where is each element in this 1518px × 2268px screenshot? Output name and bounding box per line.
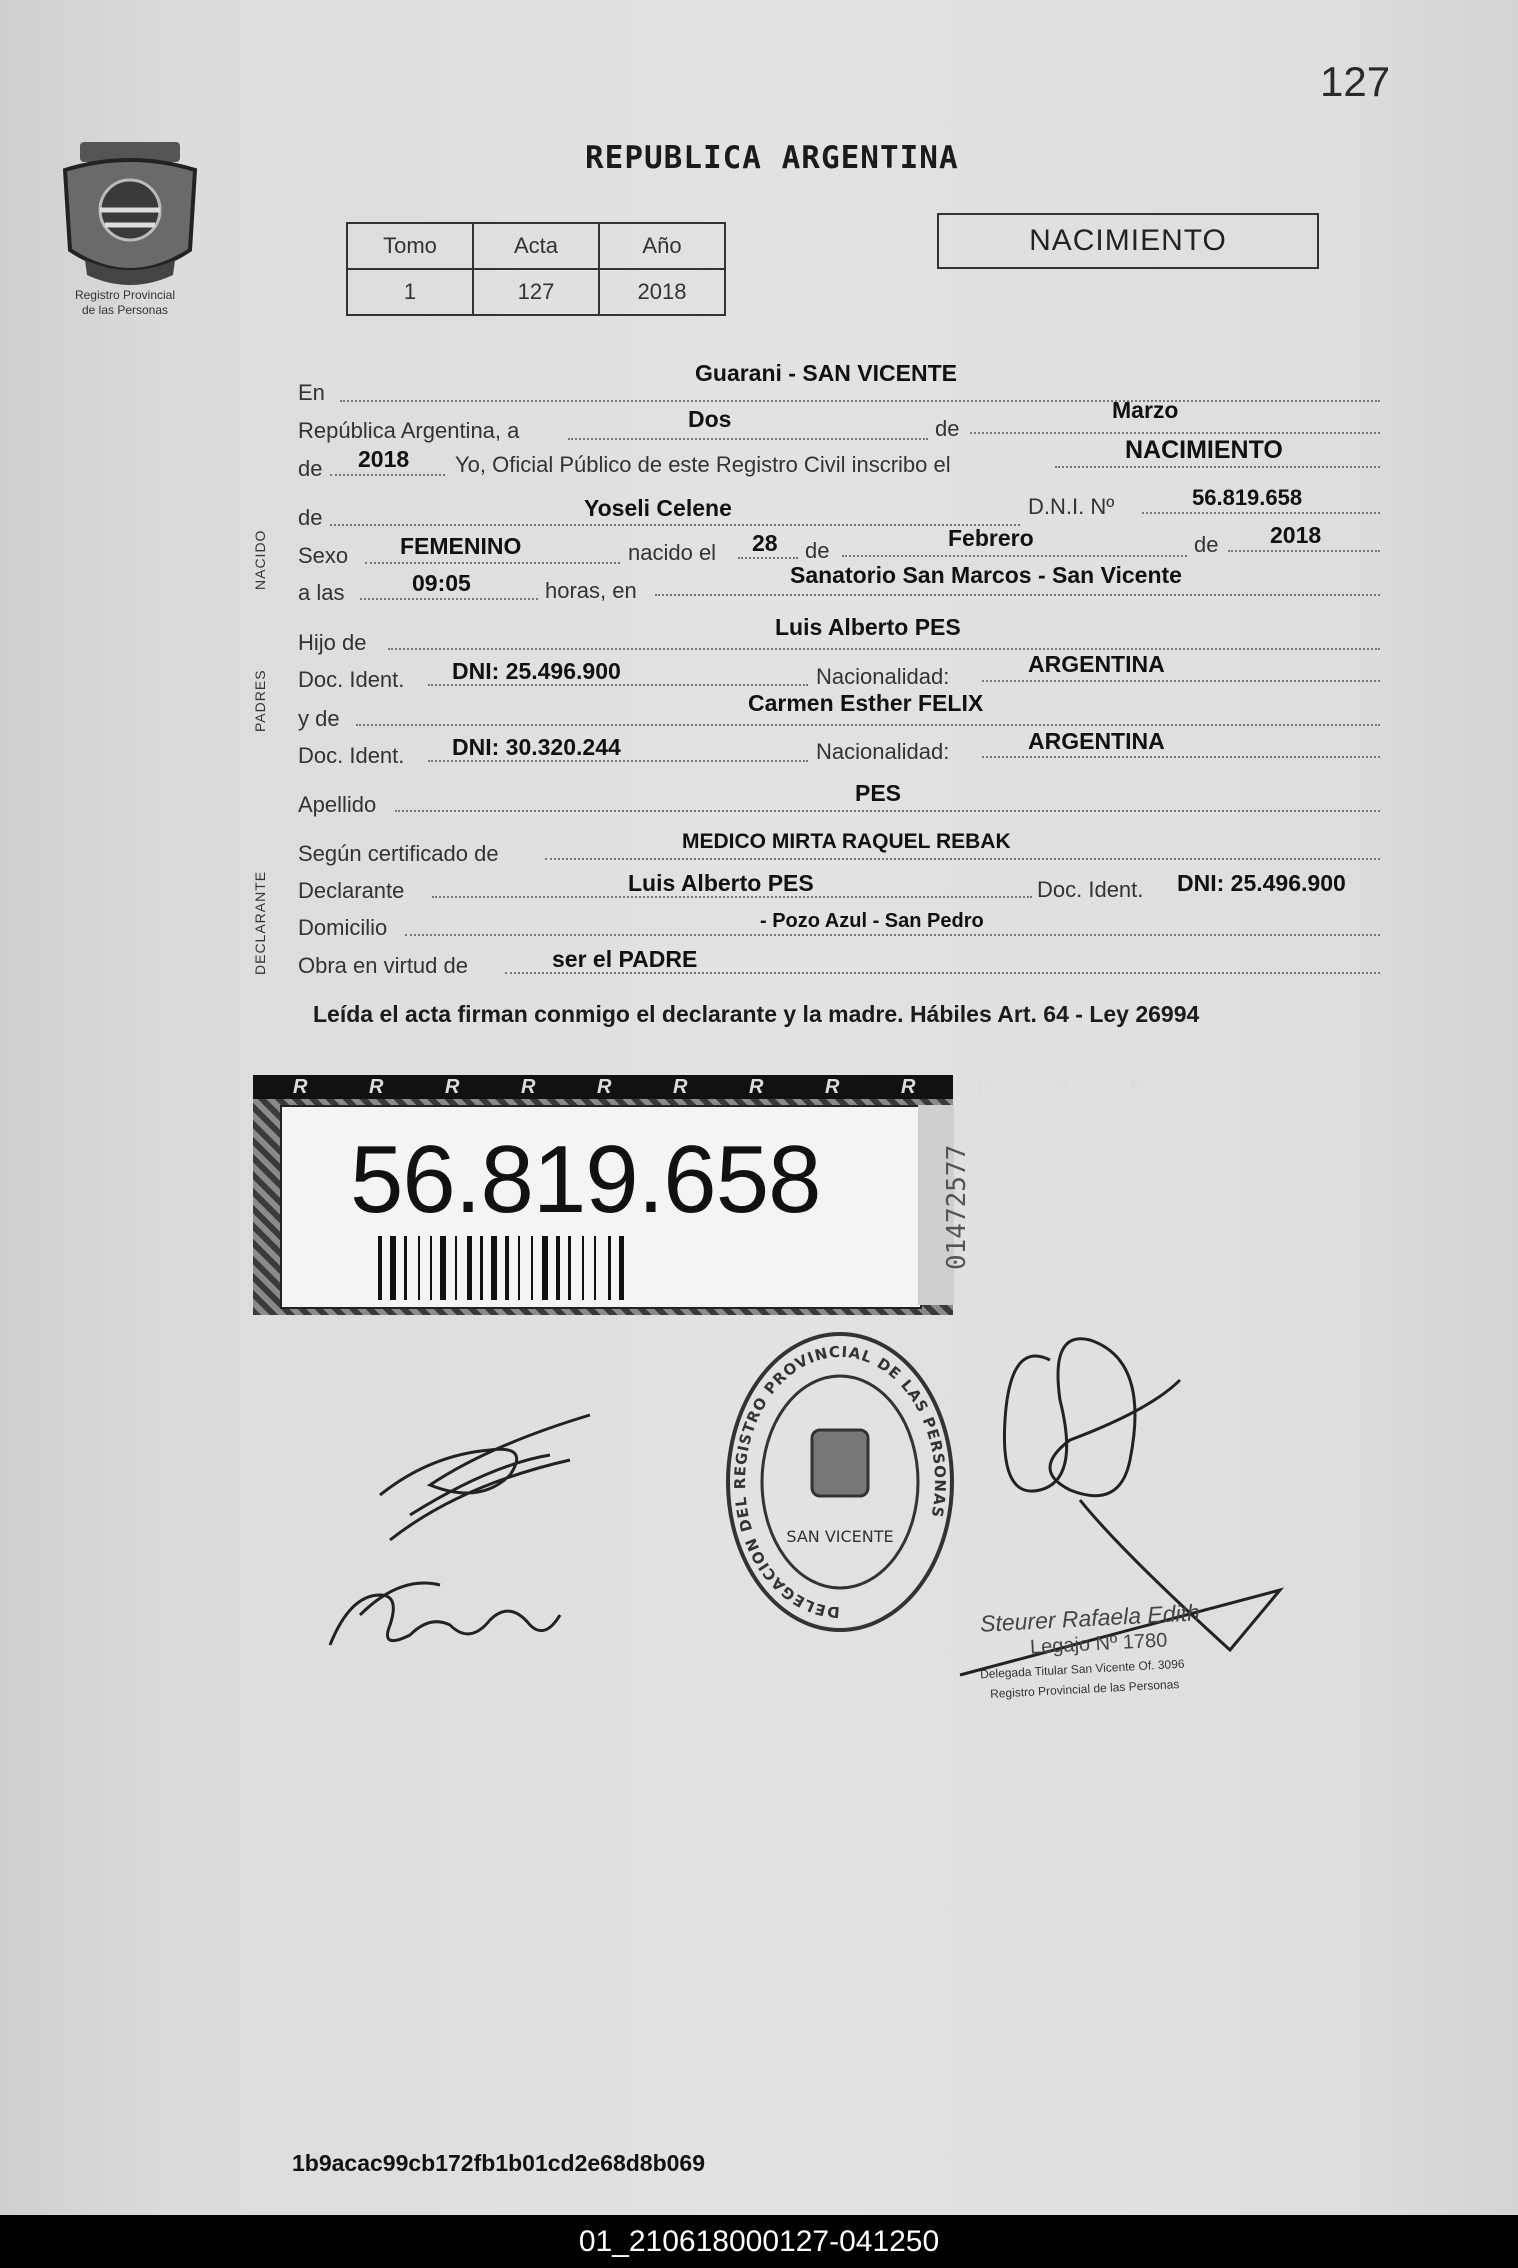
father-name-value: Luis Alberto PES	[775, 614, 961, 640]
mother-doc-value: DNI: 30.320.244	[452, 734, 621, 760]
sticker-code: 01472577	[942, 1144, 972, 1270]
registry-value-row	[347, 269, 725, 315]
child-dni-value: 56.819.658	[1192, 485, 1303, 510]
acting-value: ser el PADRE	[552, 946, 698, 972]
label-apellido: Apellido	[298, 792, 377, 817]
barcode	[378, 1236, 798, 1300]
record-type-box: NACIMIENTO	[937, 213, 1319, 269]
official-name: Steurer Rafaela Edith	[979, 1599, 1201, 1637]
birth-month-value: Febrero	[948, 525, 1034, 551]
barcode-bar	[378, 1236, 382, 1300]
header-tomo: Tomo	[347, 223, 473, 269]
value-anio: 2018	[599, 269, 725, 315]
place-value: Guarani - SAN VICENTE	[695, 360, 957, 386]
closing-text: Leída el acta firman conmigo el declarante y la madre. Hábiles Art. 64 - Ley 26994	[313, 1001, 1200, 1027]
value-acta: 127	[473, 269, 599, 315]
label-sexo: Sexo	[298, 543, 349, 568]
sex-value: FEMENINO	[400, 533, 522, 559]
label-dni: D.N.I. Nº	[1028, 494, 1115, 519]
label-de-1: de	[935, 416, 960, 441]
barcode-bar	[568, 1236, 571, 1300]
label-de-3: de	[298, 505, 323, 530]
value-tomo: 1	[347, 269, 473, 315]
side-label-nacido: NACIDO	[252, 529, 268, 590]
official-registry: Registro Provincial de las Personas	[989, 1677, 1180, 1701]
label-doc-ident-father: Doc. Ident.	[298, 667, 405, 692]
header-acta: Acta	[473, 223, 599, 269]
barcode-bar	[467, 1236, 472, 1300]
seal-ring-text: DELEGACION DEL REGISTRO PROVINCIAL DE LAS PERSONAS	[731, 1342, 950, 1622]
barcode-bar	[480, 1236, 483, 1300]
label-a-las: a las	[298, 580, 345, 605]
barcode-bar	[418, 1236, 420, 1300]
official-file: Legajo Nº 1780	[1029, 1629, 1168, 1659]
barcode-bar	[440, 1236, 446, 1300]
declarant-signature	[370, 1395, 670, 1545]
side-label-declarante: DECLARANTE	[252, 870, 268, 975]
label-obra: Obra en virtud de	[298, 953, 468, 978]
barcode-bar	[390, 1236, 396, 1300]
barcode-bar	[455, 1236, 457, 1300]
logo-caption-line1: Registro Provincial	[74, 288, 176, 302]
barcode-bar	[594, 1236, 596, 1300]
seal-center-text: SAN VICENTE	[786, 1527, 894, 1546]
mother-name-value: Carmen Esther FELIX	[748, 690, 984, 716]
label-domicilio: Domicilio	[298, 915, 388, 940]
label-de-2: de	[298, 456, 323, 481]
birth-day-value: 28	[752, 530, 778, 556]
birth-place-value: Sanatorio San Marcos - San Vicente	[790, 562, 1182, 588]
header-anio: Año	[599, 223, 725, 269]
birth-year-value: 2018	[1270, 522, 1322, 548]
label-de-5: de	[1194, 532, 1219, 557]
label-hijo-de: Hijo de	[298, 630, 367, 655]
registry-table	[346, 222, 726, 316]
label-doc-ident-mother: Doc. Ident.	[298, 743, 405, 768]
scan-footer: 01_210618000127-041250	[0, 2215, 1518, 2268]
father-nationality-value: ARGENTINA	[1028, 651, 1165, 677]
logo-caption	[40, 288, 210, 318]
sticker-number: 56.819.658	[350, 1126, 821, 1233]
barcode-bar	[491, 1236, 497, 1300]
address-value: - Pozo Azul - San Pedro	[760, 910, 984, 932]
barcode-bar	[582, 1236, 584, 1300]
label-doc-ident-declarant: Doc. Ident.	[1037, 877, 1144, 902]
mother-signature	[320, 1555, 570, 1665]
declarant-value: Luis Alberto PES	[628, 870, 814, 896]
label-nacionalidad-father: Nacionalidad:	[816, 664, 950, 689]
label-en: En	[298, 380, 325, 405]
child-name-value: Yoseli Celene	[584, 495, 732, 521]
officer-text: Yo, Oficial Público de este Registro Civil inscribo el	[455, 452, 951, 477]
barcode-bar	[608, 1236, 611, 1300]
registry-header-row	[347, 223, 725, 269]
mother-nationality-value: ARGENTINA	[1028, 728, 1165, 754]
country-title: REPUBLICA ARGENTINA	[585, 140, 959, 176]
label-horas-en: horas, en	[545, 578, 637, 603]
barcode-bar	[518, 1236, 520, 1300]
logo-caption-line2: de las Personas	[81, 303, 169, 317]
barcode-bar	[542, 1236, 548, 1300]
document-hash: 1b9acac99cb172fb1b01cd2e68d8b069	[292, 2150, 706, 2176]
month-value: Marzo	[1112, 397, 1179, 423]
label-y-de: y de	[298, 706, 340, 731]
surname-value: PES	[855, 780, 902, 806]
label-de-4: de	[805, 538, 830, 563]
side-label-padres: PADRES	[252, 669, 268, 732]
barcode-bar	[556, 1236, 560, 1300]
birth-time-value: 09:05	[412, 570, 471, 596]
barcode-bar	[404, 1236, 407, 1300]
label-nacido-el: nacido el	[628, 540, 717, 565]
label-certificado: Según certificado de	[298, 841, 499, 866]
day-value: Dos	[688, 406, 732, 432]
sticker-pattern: R R R R R R R R R R R R	[253, 1075, 953, 1099]
father-doc-value: DNI: 25.496.900	[452, 658, 621, 684]
act-type-value: NACIMIENTO	[1125, 436, 1283, 464]
label-republica: República Argentina, a	[298, 418, 520, 443]
barcode-bar	[619, 1236, 624, 1300]
barcode-bar	[430, 1236, 432, 1300]
certificate-value: MEDICO MIRTA RAQUEL REBAK	[682, 830, 1011, 853]
barcode-bar	[505, 1236, 509, 1300]
official-role: Delegada Titular San Vicente Of. 3096	[979, 1656, 1185, 1682]
barcode-bar	[531, 1236, 533, 1300]
page-number: 127	[1320, 58, 1391, 105]
label-nacionalidad-mother: Nacionalidad:	[816, 739, 950, 764]
official-seal	[720, 1322, 960, 1642]
year-value: 2018	[358, 446, 410, 472]
label-declarante: Declarante	[298, 878, 405, 903]
declarant-doc-value: DNI: 25.496.900	[1177, 870, 1346, 896]
